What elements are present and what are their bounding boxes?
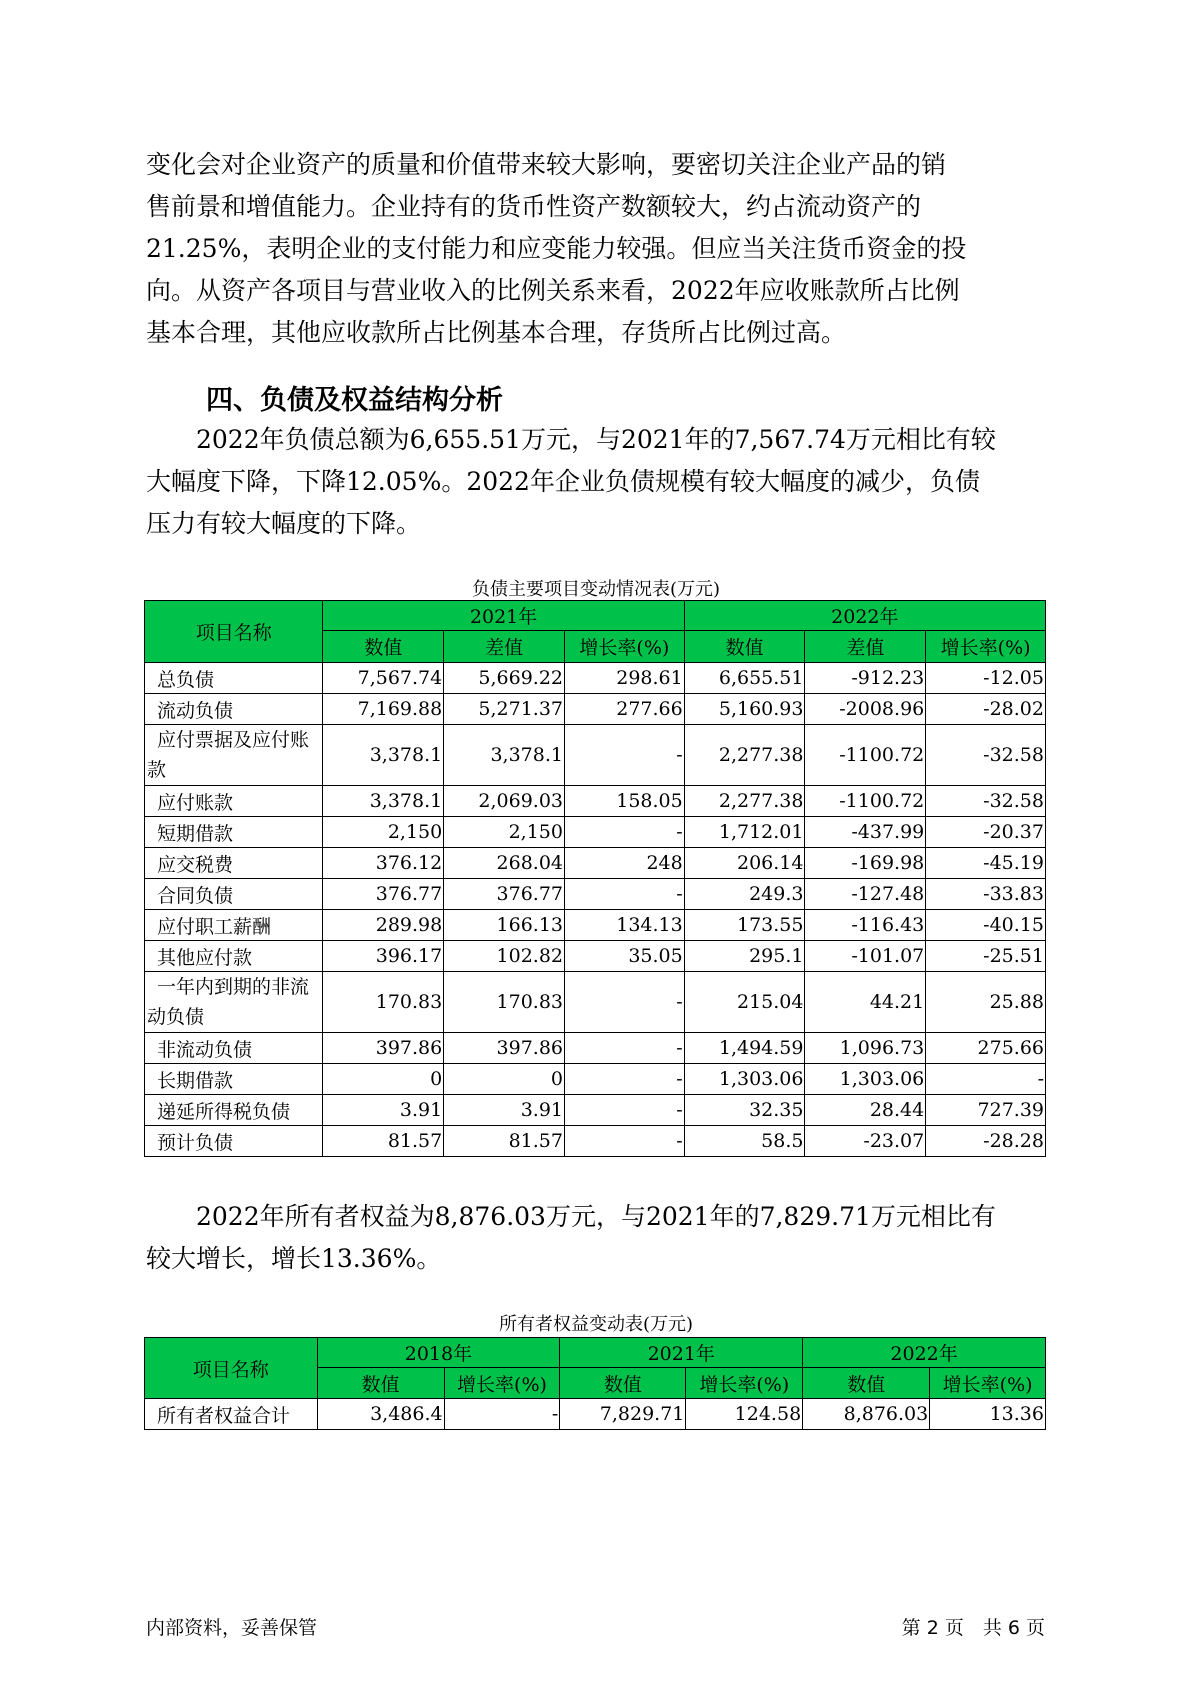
cell-value: 376.12: [323, 848, 444, 879]
row-name: 递延所得税负债: [145, 1095, 323, 1126]
text-line: 大幅度下降，下降12.05%。2022年企业负债规模有较大幅度的减少，负债: [146, 467, 980, 496]
table-row: [145, 879, 1046, 910]
cell-growth: -: [565, 1064, 685, 1095]
cell-diff: 2,150: [444, 817, 565, 848]
cell-diff: -1100.72: [805, 725, 926, 786]
cell-growth: -: [444, 1399, 560, 1430]
cell-growth: -40.15: [926, 910, 1046, 941]
table-row: [145, 786, 1046, 817]
table-row: [145, 1399, 1046, 1430]
cell-value: 170.83: [323, 972, 444, 1033]
row-name: 所有者权益合计: [145, 1399, 318, 1430]
cell-growth: -20.37: [926, 817, 1046, 848]
cell-diff: 5,669.22: [444, 663, 565, 694]
cell-value: 215.04: [684, 972, 805, 1033]
equity-paragraph: [146, 1196, 1044, 1280]
cell-growth: -25.51: [926, 941, 1046, 972]
cell-value: 2,150: [323, 817, 444, 848]
cell-diff: 1,096.73: [805, 1033, 926, 1064]
text-line: 向。从资产各项目与营业收入的比例关系来看，2022年应收账款所占比例: [146, 276, 960, 305]
cell-diff: 44.21: [805, 972, 926, 1033]
cell-growth: 13.36: [930, 1399, 1046, 1430]
row-name: 短期借款: [145, 817, 323, 848]
row-name: 应交税费: [145, 848, 323, 879]
row-name: 非流动负债: [145, 1033, 323, 1064]
table-row: [145, 1126, 1046, 1157]
cell-value: 7,829.71: [560, 1399, 686, 1430]
row-name: 总负债: [145, 663, 323, 694]
row-name-line: 应付票据及应付账: [157, 729, 310, 751]
cell-growth: 277.66: [565, 694, 685, 725]
cell-diff: -23.07: [805, 1126, 926, 1157]
header-year-2022: 2022年: [803, 1338, 1046, 1368]
cell-growth: 25.88: [926, 972, 1046, 1033]
cell-growth: -: [565, 725, 685, 786]
cell-value: 3,378.1: [323, 725, 444, 786]
cell-value: 2,277.38: [684, 725, 805, 786]
cell-value: 249.3: [684, 879, 805, 910]
cell-diff: 376.77: [444, 879, 565, 910]
table-row: [145, 725, 1046, 786]
cell-value: 396.17: [323, 941, 444, 972]
row-name: [145, 725, 323, 786]
cell-growth: 158.05: [565, 786, 685, 817]
cell-value: 3,378.1: [323, 786, 444, 817]
subheader-growth: 增长率(%): [444, 1368, 560, 1399]
table-row: [145, 1064, 1046, 1095]
cell-growth: 124.58: [686, 1399, 803, 1430]
subheader-value: 数值: [317, 1368, 444, 1399]
cell-diff: 3.91: [444, 1095, 565, 1126]
cell-growth: -: [565, 1033, 685, 1064]
subheader-growth: 增长率(%): [926, 631, 1046, 663]
cell-diff: -1100.72: [805, 786, 926, 817]
cell-growth: 275.66: [926, 1033, 1046, 1064]
cell-growth: 298.61: [565, 663, 685, 694]
intro-paragraph: [146, 144, 1044, 354]
row-name: 其他应付款: [145, 941, 323, 972]
cell-growth: -28.02: [926, 694, 1046, 725]
text-line: 压力有较大幅度的下降。: [146, 509, 422, 538]
row-name: 合同负债: [145, 879, 323, 910]
text-line: 2022年所有者权益为8,876.03万元，与2021年的7,829.71万元相比有: [146, 1202, 996, 1231]
row-name: 长期借款: [145, 1064, 323, 1095]
table-row: [145, 1095, 1046, 1126]
header-item-name: 项目名称: [145, 601, 323, 663]
table-row: [145, 910, 1046, 941]
liability-table-caption: 负债主要项目变动情况表(万元): [471, 579, 721, 600]
cell-growth: -33.83: [926, 879, 1046, 910]
header-item-name: 项目名称: [145, 1338, 318, 1399]
cell-diff: -116.43: [805, 910, 926, 941]
header-year-2021: 2021年: [323, 601, 684, 631]
cell-diff: 1,303.06: [805, 1064, 926, 1095]
cell-growth: -: [565, 972, 685, 1033]
cell-growth: 134.13: [565, 910, 685, 941]
subheader-value: 数值: [560, 1368, 686, 1399]
table-row: [145, 848, 1046, 879]
cell-diff: 28.44: [805, 1095, 926, 1126]
cell-growth: -: [565, 817, 685, 848]
subheader-growth: 增长率(%): [686, 1368, 803, 1399]
cell-diff: -169.98: [805, 848, 926, 879]
cell-diff: 81.57: [444, 1126, 565, 1157]
cell-value: 397.86: [323, 1033, 444, 1064]
cell-value: 289.98: [323, 910, 444, 941]
row-name: 预计负债: [145, 1126, 323, 1157]
cell-value: 3.91: [323, 1095, 444, 1126]
subheader-growth: 增长率(%): [930, 1368, 1046, 1399]
cell-diff: 0: [444, 1064, 565, 1095]
cell-diff: 2,069.03: [444, 786, 565, 817]
cell-diff: -2008.96: [805, 694, 926, 725]
cell-value: 295.1: [684, 941, 805, 972]
cell-value: 58.5: [684, 1126, 805, 1157]
subheader-value: 数值: [323, 631, 444, 663]
cell-value: 6,655.51: [684, 663, 805, 694]
text-line: 2022年负债总额为6,655.51万元，与2021年的7,567.74万元相比有较: [146, 425, 996, 454]
header-year-2018: 2018年: [317, 1338, 560, 1368]
cell-growth: -: [565, 1126, 685, 1157]
cell-diff: 397.86: [444, 1033, 565, 1064]
row-name-line: 款: [147, 759, 167, 781]
text-line: 基本合理，其他应收款所占比例基本合理，存货所占比例过高。: [146, 318, 847, 347]
row-name: [145, 972, 323, 1033]
section-heading: 四、负债及权益结构分析: [206, 385, 503, 416]
cell-diff: -101.07: [805, 941, 926, 972]
row-name-line: 动负债: [147, 1006, 205, 1028]
cell-diff: -127.48: [805, 879, 926, 910]
cell-value: 376.77: [323, 879, 444, 910]
table-row: [145, 694, 1046, 725]
liability-paragraph: [146, 419, 1044, 545]
cell-value: 173.55: [684, 910, 805, 941]
cell-growth: -12.05: [926, 663, 1046, 694]
cell-growth: -: [926, 1064, 1046, 1095]
table-row: [145, 663, 1046, 694]
text-line: 售前景和增值能力。企业持有的货币性资产数额较大，约占流动资产的: [146, 192, 922, 221]
cell-value: 1,303.06: [684, 1064, 805, 1095]
cell-growth: 35.05: [565, 941, 685, 972]
text-line: 变化会对企业资产的质量和价值带来较大影响，要密切关注企业产品的销: [146, 150, 947, 179]
row-name: 应付账款: [145, 786, 323, 817]
cell-growth: -: [565, 1095, 685, 1126]
cell-value: 1,494.59: [684, 1033, 805, 1064]
liability-table: [144, 600, 1046, 1157]
cell-diff: 268.04: [444, 848, 565, 879]
subheader-value: 数值: [684, 631, 805, 663]
cell-value: 2,277.38: [684, 786, 805, 817]
row-name: 应付职工薪酬: [145, 910, 323, 941]
cell-value: 3,486.4: [317, 1399, 444, 1430]
cell-value: 81.57: [323, 1126, 444, 1157]
table-row: [145, 941, 1046, 972]
cell-diff: 166.13: [444, 910, 565, 941]
cell-diff: -437.99: [805, 817, 926, 848]
table-row: [145, 1033, 1046, 1064]
cell-diff: -912.23: [805, 663, 926, 694]
liability-table-body: [145, 663, 1046, 1157]
row-name-line: 一年内到期的非流: [157, 976, 310, 998]
row-name: 流动负债: [145, 694, 323, 725]
subheader-diff: 差值: [805, 631, 926, 663]
table-row: [145, 817, 1046, 848]
header-year-2022: 2022年: [684, 601, 1045, 631]
cell-growth: 248: [565, 848, 685, 879]
cell-growth: -: [565, 879, 685, 910]
page-number: 第 2 页 共 6 页: [901, 1617, 1045, 1639]
subheader-diff: 差值: [444, 631, 565, 663]
cell-diff: 102.82: [444, 941, 565, 972]
cell-growth: -45.19: [926, 848, 1046, 879]
subheader-value: 数值: [803, 1368, 930, 1399]
footer-note: 内部资料，妥善保管: [146, 1617, 318, 1639]
cell-diff: 5,271.37: [444, 694, 565, 725]
cell-value: 32.35: [684, 1095, 805, 1126]
cell-value: 5,160.93: [684, 694, 805, 725]
text-line: 较大增长，增长13.36%。: [146, 1244, 442, 1273]
table-row: [145, 972, 1046, 1033]
cell-value: 7,169.88: [323, 694, 444, 725]
cell-value: 206.14: [684, 848, 805, 879]
cell-growth: -32.58: [926, 725, 1046, 786]
cell-diff: 3,378.1: [444, 725, 565, 786]
cell-diff: 170.83: [444, 972, 565, 1033]
cell-growth: -32.58: [926, 786, 1046, 817]
cell-value: 0: [323, 1064, 444, 1095]
cell-growth: 727.39: [926, 1095, 1046, 1126]
header-year-2021: 2021年: [560, 1338, 803, 1368]
cell-value: 8,876.03: [803, 1399, 930, 1430]
cell-growth: -28.28: [926, 1126, 1046, 1157]
equity-table-caption: 所有者权益变动表(万元): [498, 1314, 694, 1335]
cell-value: 1,712.01: [684, 817, 805, 848]
cell-value: 7,567.74: [323, 663, 444, 694]
equity-table: [144, 1337, 1046, 1430]
subheader-growth: 增长率(%): [565, 631, 685, 663]
text-line: 21.25%，表明企业的支付能力和应变能力较强。但应当关注货币资金的投: [146, 234, 967, 263]
